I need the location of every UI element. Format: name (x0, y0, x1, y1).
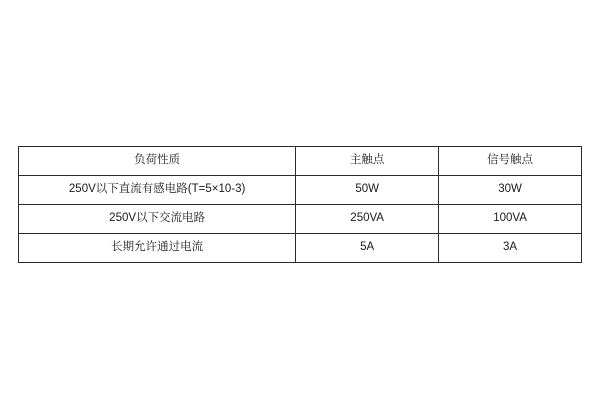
cell-main-contact: 50W (296, 176, 439, 205)
cell-load-type: 250V以下直流有感电路(T=5×10-3) (19, 176, 296, 205)
cell-signal-contact: 100VA (439, 205, 582, 234)
table-row (19, 234, 582, 263)
table-row (19, 176, 582, 205)
table-header-row (19, 147, 582, 176)
header-cell-signal-contact: 信号触点 (439, 147, 582, 176)
table-row (19, 205, 582, 234)
cell-signal-contact: 30W (439, 176, 582, 205)
cell-main-contact: 250VA (296, 205, 439, 234)
header-cell-main-contact: 主触点 (296, 147, 439, 176)
cell-load-type: 长期允许通过电流 (19, 234, 296, 263)
spec-table-container (18, 146, 582, 263)
contact-capacity-table (18, 146, 582, 263)
cell-signal-contact: 3A (439, 234, 582, 263)
cell-main-contact: 5A (296, 234, 439, 263)
cell-load-type: 250V以下交流电路 (19, 205, 296, 234)
header-cell-load-type: 负荷性质 (19, 147, 296, 176)
